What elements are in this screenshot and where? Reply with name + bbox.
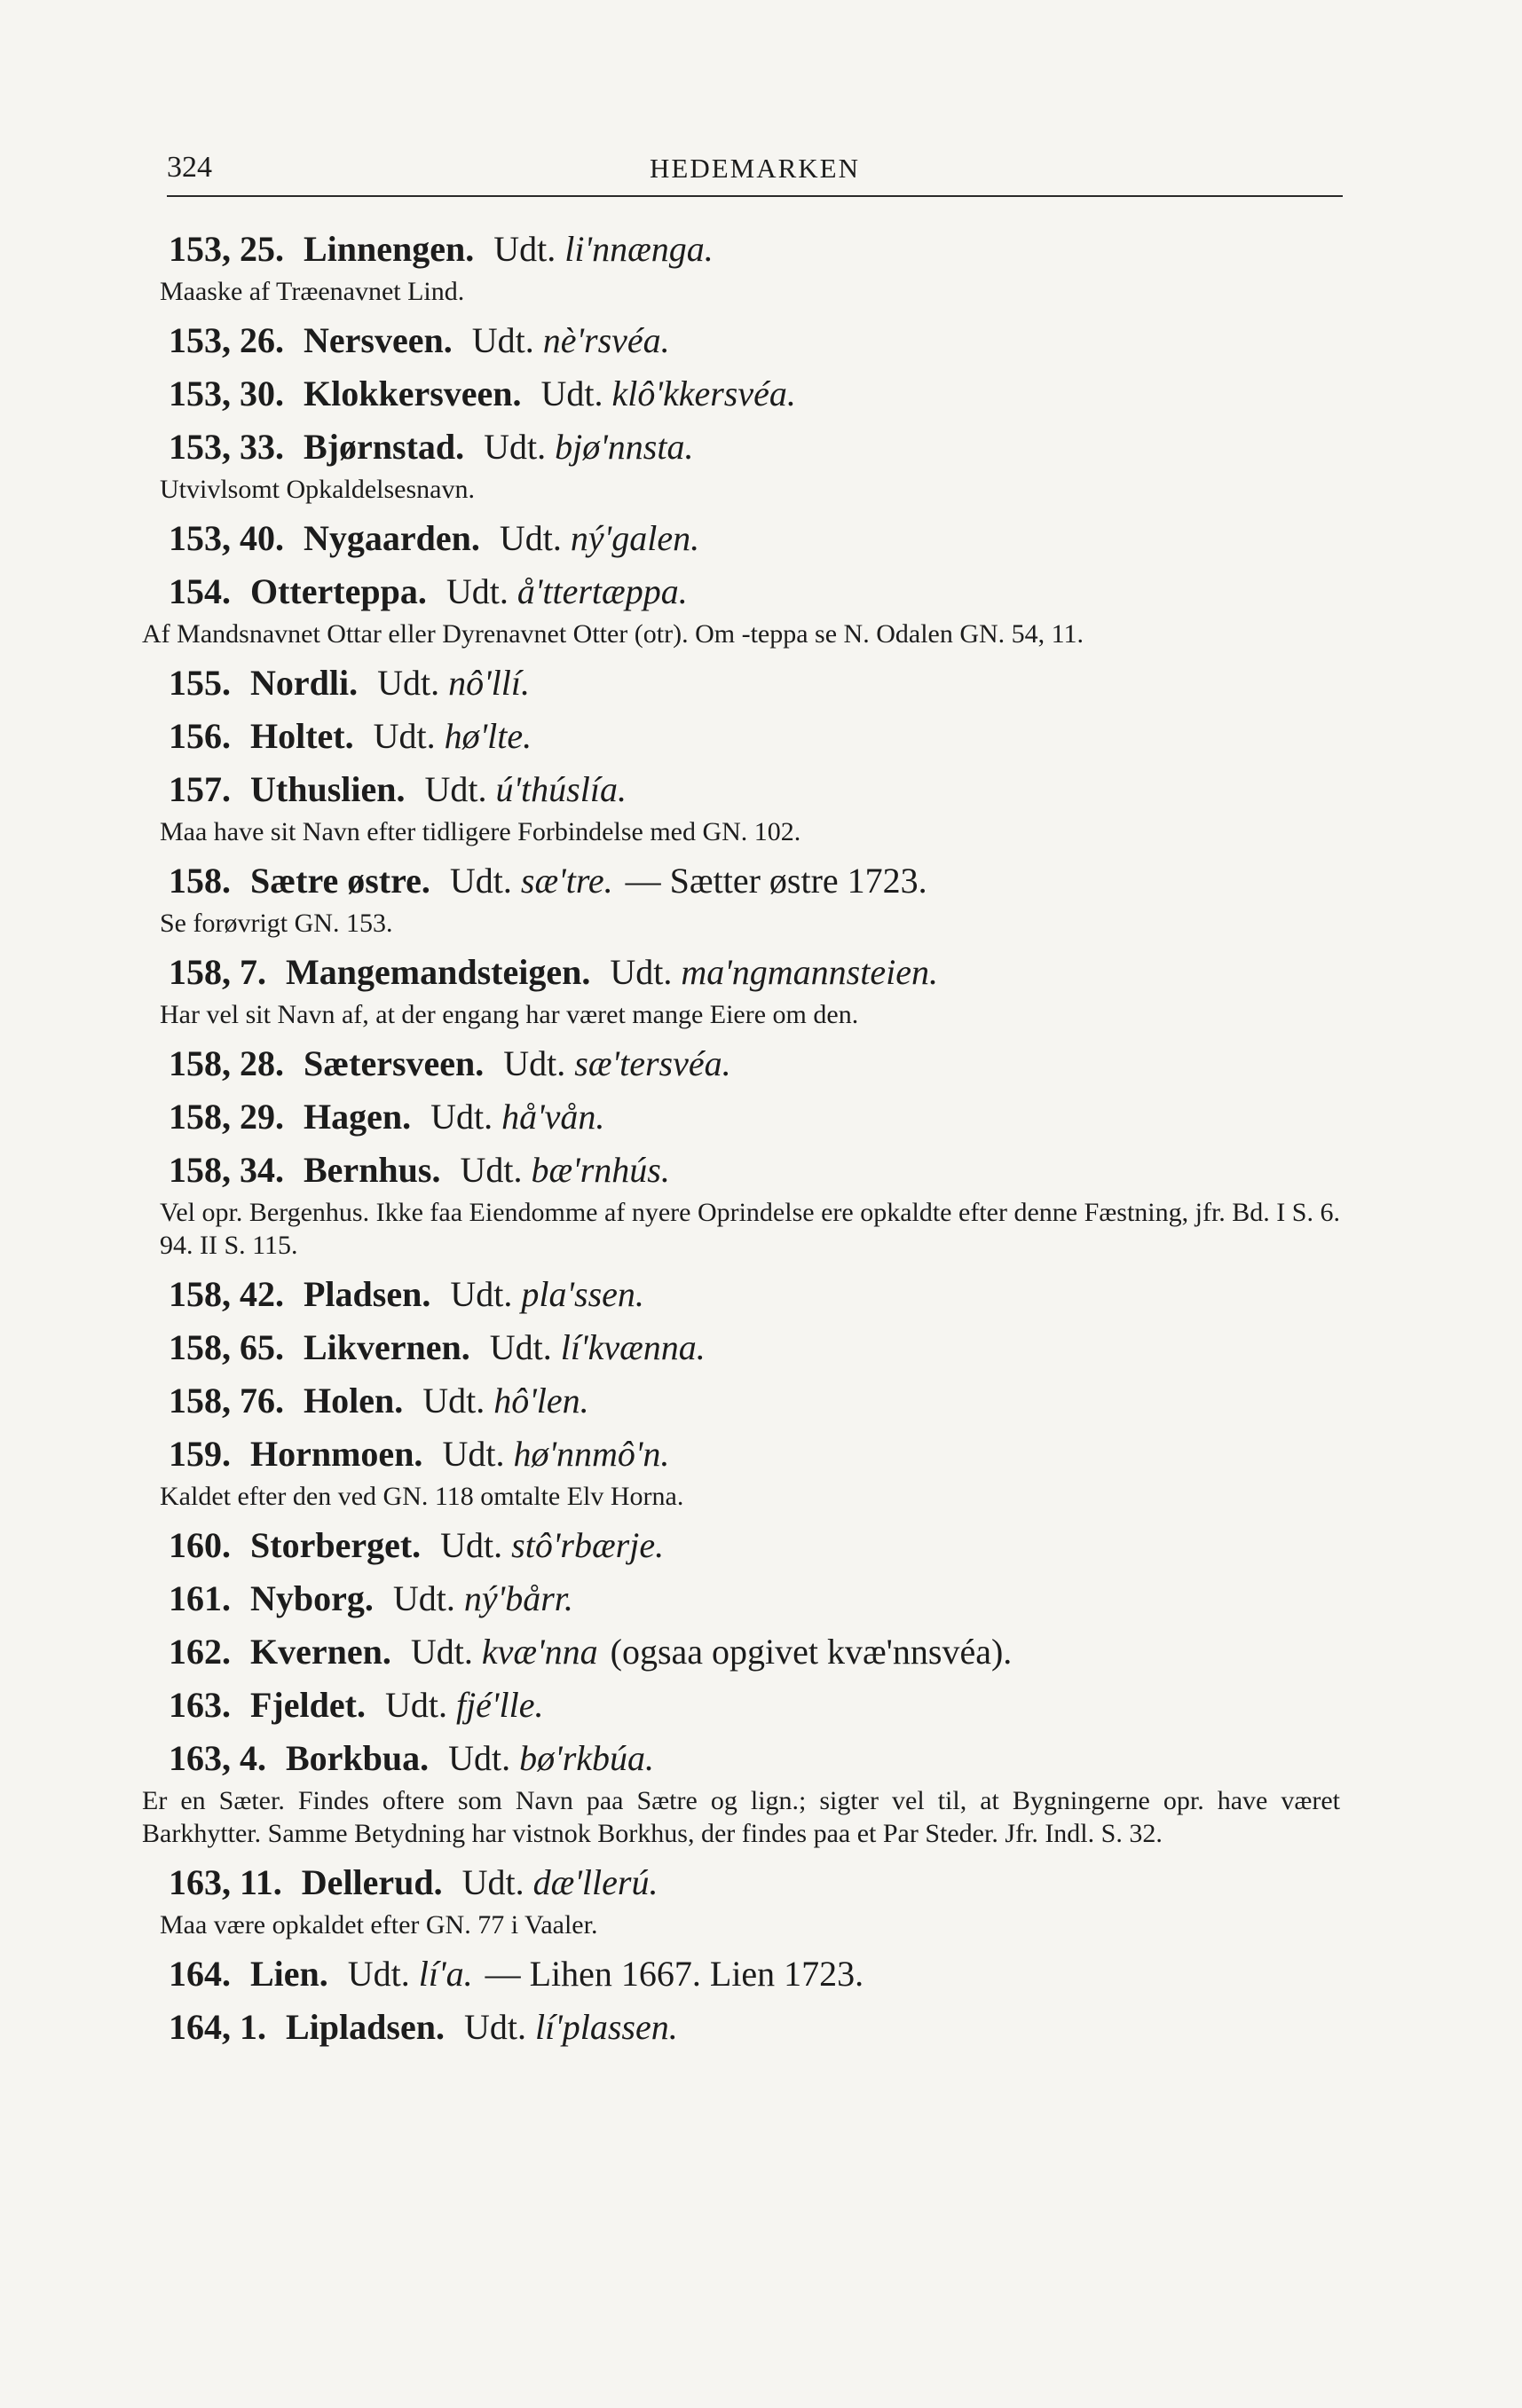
- entry-name: Klokkersveen.: [304, 374, 522, 413]
- entry: [169, 315, 1349, 366]
- entry-number: 159.: [169, 1434, 231, 1474]
- udt-label: Udt.: [463, 2007, 526, 2047]
- entry-note: Se forøvrigt GN. 153.: [160, 909, 393, 938]
- pronunciation: hø'lte.: [444, 716, 532, 756]
- entry-name: Storberget.: [250, 1525, 422, 1565]
- entry: [169, 1322, 1349, 1373]
- entry-number: 163, 11.: [169, 1862, 282, 1902]
- entry-number: 155.: [169, 663, 231, 703]
- pronunciation: ný'bårr.: [463, 1578, 573, 1618]
- entry-number: 163, 4.: [169, 1738, 266, 1778]
- pronunciation: sæ'tersvéa.: [574, 1043, 731, 1083]
- pronunciation: hø'nnmô'n.: [513, 1434, 670, 1474]
- pronunciation: sæ'tre.: [520, 861, 613, 901]
- entry-note: Af Mandsnavnet Ottar eller Dyrenavnet Otter (otr). Om -teppa se N. Odalen GN. 54, 11.: [142, 619, 1084, 649]
- udt-label: Udt.: [471, 320, 534, 360]
- entry: [169, 2002, 1349, 2053]
- pronunciation: kvæ'nna: [481, 1632, 598, 1672]
- entry-tail: — Lihen 1667. Lien 1723.: [485, 1954, 864, 1994]
- entry-note: Har vel sit Navn af, at der engang har været mange Eiere om den.: [160, 1000, 859, 1029]
- entry-name: Kvernen.: [250, 1632, 391, 1672]
- entry: [169, 1680, 1349, 1731]
- pronunciation: li'nnænga.: [564, 229, 714, 269]
- page-number: 324: [167, 151, 212, 184]
- entry-name: Pladsen.: [304, 1274, 431, 1314]
- entry-name: Otterteppa.: [250, 571, 427, 611]
- udt-label: Udt.: [446, 571, 509, 611]
- entry-number: 162.: [169, 1632, 231, 1672]
- entry-name: Lien.: [250, 1954, 328, 1994]
- entry-name: Uthuslien.: [250, 769, 406, 809]
- entry: [169, 1091, 1349, 1143]
- entry-number: 153, 25.: [169, 229, 284, 269]
- entry-number: 158.: [169, 861, 231, 901]
- entry-number: 153, 33.: [169, 427, 284, 467]
- entry: [169, 1626, 1349, 1678]
- pronunciation: dæ'llerú.: [532, 1862, 658, 1902]
- entry-name: Linnengen.: [304, 229, 475, 269]
- entry-number: 158, 76.: [169, 1381, 284, 1420]
- udt-label: Udt.: [424, 769, 487, 809]
- entry-note: Maa være opkaldet efter GN. 77 i Vaaler.: [160, 1910, 598, 1940]
- entry-number: 157.: [169, 769, 231, 809]
- entry-number: 158, 65.: [169, 1327, 284, 1367]
- entry-name: Dellerud.: [301, 1862, 443, 1902]
- entry-number: 153, 30.: [169, 374, 284, 413]
- page-header: [167, 142, 1343, 197]
- entry-note: Er en Sæter. Findes oftere som Navn paa Sætre og lign.; sigter vel til, at Bygningerne opr. have været Barkhytter. Samme Betydning har vistnok Borkhus, der findes paa et Par Steder. Jfr. Indl. S. 32.: [142, 1786, 1340, 1848]
- pronunciation: hô'len.: [493, 1381, 589, 1420]
- entry: [169, 1948, 1349, 2000]
- udt-label: Udt.: [489, 1327, 552, 1367]
- entry: [169, 657, 1349, 709]
- udt-label: Udt.: [450, 1274, 513, 1314]
- udt-label: Udt.: [392, 1578, 455, 1618]
- entry-name: Nyborg.: [250, 1578, 374, 1618]
- entry-name: Holen.: [304, 1381, 404, 1420]
- entry-number: 158, 28.: [169, 1043, 284, 1083]
- udt-label: Udt.: [460, 1150, 523, 1190]
- entry-name: Nersveen.: [304, 320, 453, 360]
- pronunciation: bjø'nnsta.: [555, 427, 694, 467]
- entry-name: Hagen.: [304, 1097, 412, 1137]
- udt-label: Udt.: [461, 1862, 524, 1902]
- entry: [169, 224, 1349, 275]
- pronunciation: pla'ssen.: [521, 1274, 644, 1314]
- udt-label: Udt.: [484, 427, 547, 467]
- pronunciation: lí'plassen.: [534, 2007, 678, 2047]
- pronunciation: lí'kvænna.: [560, 1327, 706, 1367]
- udt-label: Udt.: [499, 518, 562, 558]
- udt-label: Udt.: [377, 663, 440, 703]
- entry: [169, 764, 1349, 815]
- entry: [169, 1857, 1349, 1908]
- pronunciation: ma'ngmannsteien.: [681, 952, 938, 992]
- pronunciation: klô'kkersvéa.: [611, 374, 796, 413]
- entry: [169, 1375, 1349, 1427]
- entry: [169, 1269, 1349, 1320]
- entry-note: Maaske af Træenavnet Lind.: [160, 277, 465, 306]
- entry-name: Mangemandsteigen.: [286, 952, 591, 992]
- udt-label: Udt.: [373, 716, 436, 756]
- udt-label: Udt.: [384, 1685, 447, 1725]
- pronunciation: bæ'rnhús.: [531, 1150, 670, 1190]
- entry-name: Fjeldet.: [250, 1685, 366, 1725]
- entry-number: 153, 40.: [169, 518, 284, 558]
- pronunciation: lí'a.: [418, 1954, 473, 1994]
- entry-number: 164.: [169, 1954, 231, 1994]
- entry-name: Borkbua.: [286, 1738, 430, 1778]
- entry: [169, 513, 1349, 564]
- pronunciation: bø'rkbúa.: [519, 1738, 655, 1778]
- udt-label: Udt.: [540, 374, 603, 413]
- pronunciation: ú'thúslía.: [495, 769, 627, 809]
- entry-tail: — Sætter østre 1723.: [625, 861, 927, 901]
- entry-name: Nygaarden.: [304, 518, 480, 558]
- running-head: HEDEMARKEN: [650, 153, 860, 184]
- udt-label: Udt.: [449, 861, 512, 901]
- pronunciation: fjé'lle.: [455, 1685, 544, 1725]
- entry-number: 158, 7.: [169, 952, 266, 992]
- udt-label: Udt.: [410, 1632, 473, 1672]
- entry-name: Lipladsen.: [286, 2007, 445, 2047]
- pronunciation: ný'galen.: [570, 518, 700, 558]
- entry: [169, 566, 1349, 618]
- udt-label: Udt.: [442, 1434, 505, 1474]
- pronunciation: nô'llí.: [448, 663, 531, 703]
- entry-note: Utvivlsomt Opkaldelsesnavn.: [160, 475, 475, 504]
- entry-tail: (ogsaa opgivet kvæ'nnsvéa).: [610, 1632, 1013, 1672]
- entry-list: [142, 222, 1349, 2053]
- udt-label: Udt.: [440, 1525, 503, 1565]
- udt-label: Udt.: [448, 1738, 511, 1778]
- pronunciation: hå'vån.: [501, 1097, 605, 1137]
- entry-name: Sætre østre.: [250, 861, 430, 901]
- entry: [169, 711, 1349, 762]
- entry: [169, 947, 1349, 998]
- udt-label: Udt.: [493, 229, 556, 269]
- entry-number: 161.: [169, 1578, 231, 1618]
- pronunciation: stô'rbærje.: [511, 1525, 665, 1565]
- pronunciation: nè'rsvéa.: [542, 320, 670, 360]
- udt-label: Udt.: [422, 1381, 485, 1420]
- entry: [169, 1145, 1349, 1196]
- entry-note: Vel opr. Bergenhus. Ikke faa Eiendomme af nyere Oprindelse ere opkaldte efter denne Fæstning, jfr. Bd. I S. 6. 94. II S. 115.: [160, 1198, 1340, 1260]
- entry-number: 164, 1.: [169, 2007, 266, 2047]
- entry: [169, 1038, 1349, 1090]
- udt-label: Udt.: [347, 1954, 410, 1994]
- entry: [169, 368, 1349, 420]
- entry-number: 153, 26.: [169, 320, 284, 360]
- udt-label: Udt.: [430, 1097, 493, 1137]
- udt-label: Udt.: [503, 1043, 566, 1083]
- entry-number: 158, 42.: [169, 1274, 284, 1314]
- entry-name: Holtet.: [250, 716, 354, 756]
- entry-name: Likvernen.: [304, 1327, 470, 1367]
- entry: [169, 1733, 1349, 1784]
- entry-number: 158, 29.: [169, 1097, 284, 1137]
- entry: [169, 1573, 1349, 1625]
- entry-name: Sætersveen.: [304, 1043, 485, 1083]
- pronunciation: å'ttertæppa.: [517, 571, 688, 611]
- entry-name: Bjørnstad.: [304, 427, 465, 467]
- entry-name: Bernhus.: [304, 1150, 441, 1190]
- entry: [169, 1428, 1349, 1480]
- entry-number: 156.: [169, 716, 231, 756]
- entry-number: 154.: [169, 571, 231, 611]
- entry: [169, 855, 1349, 907]
- entry-number: 160.: [169, 1525, 231, 1565]
- entry-name: Nordli.: [250, 663, 359, 703]
- entry-number: 158, 34.: [169, 1150, 284, 1190]
- entry-number: 163.: [169, 1685, 231, 1725]
- entry-note: Maa have sit Navn efter tidligere Forbindelse med GN. 102.: [160, 817, 801, 846]
- entry: [169, 1520, 1349, 1571]
- entry-name: Hornmoen.: [250, 1434, 423, 1474]
- udt-label: Udt.: [610, 952, 673, 992]
- entry-note: Kaldet efter den ved GN. 118 omtalte Elv Horna.: [160, 1482, 684, 1511]
- entry: [169, 421, 1349, 473]
